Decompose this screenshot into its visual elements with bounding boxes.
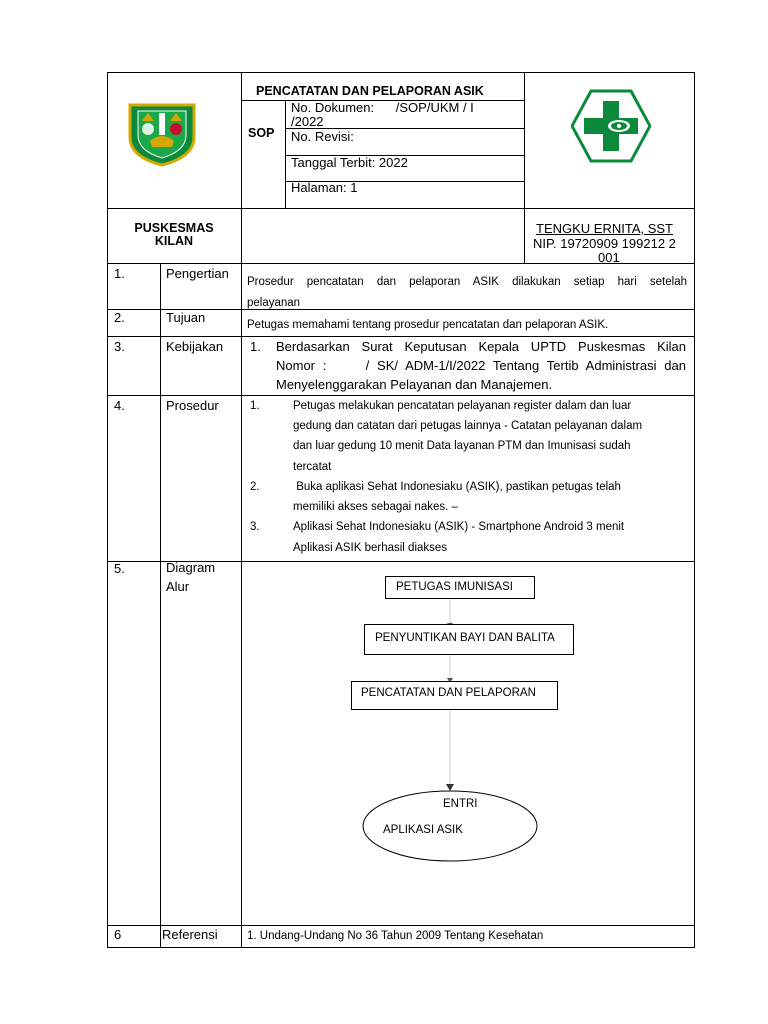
row-label-tujuan: Tujuan	[166, 310, 206, 325]
prosedur-step-line: gedung dan catatan dari petugas lainnya - Catatan pelayanan dalam	[293, 420, 643, 432]
pengertian-text-line1: Prosedur pencatatan dan pelaporan ASIK dilakukan setiap hari setelah	[247, 276, 687, 288]
prosedur-step-line: dan luar gedung 10 menit Data layanan PTM dan Imunisasi sudah	[293, 440, 631, 452]
flowchart-connectors	[241, 561, 694, 925]
prosedur-step-line: Buka aplikasi Sehat Indonesiaku (ASIK), pastikan petugas telah	[293, 481, 621, 493]
halaman: Halaman: 1	[291, 180, 358, 195]
row-number: 6	[114, 927, 122, 942]
flow-box-label: PENCATATAN DAN PELAPORAN	[361, 687, 536, 699]
row-number: 5.	[114, 561, 125, 576]
signer-nip-line1: NIP. 19720909 199212 2	[533, 236, 676, 251]
flow-box-label: PETUGAS IMUNISASI	[396, 581, 513, 593]
kebijakan-item-number: 1.	[250, 339, 261, 354]
tujuan-text: Petugas memahami tentang prosedur pencatatan dan pelaporan ASIK.	[247, 319, 609, 331]
row-number: 2.	[114, 310, 125, 325]
kebijakan-text-line1: Berdasarkan Surat Keputusan Kepala UPTD Puskesmas Kilan	[276, 339, 686, 354]
ellipse-label-aplikasi: APLIKASI ASIK	[383, 824, 463, 836]
prosedur-step-line: Aplikasi Sehat Indonesiaku (ASIK) - Smartphone Android 3 menit	[293, 521, 625, 533]
prosedur-step-number: 2.	[250, 481, 260, 493]
no-revisi: No. Revisi:	[291, 129, 354, 144]
row-label-diagram: Diagram	[166, 560, 216, 575]
kebijakan-text-line2: Nomor : / SK/ ADM-1/I/2022 Tentang Tertib Administrasi dan	[276, 358, 686, 373]
referensi-text: 1. Undang-Undang No 36 Tahun 2009 Tentang Kesehatan	[247, 930, 544, 942]
arrow-head	[446, 784, 454, 791]
flow-box-pencatatan	[351, 681, 558, 710]
prosedur-step-line: tercatat	[293, 461, 332, 473]
row-number: 3.	[114, 339, 125, 354]
no-dokumen-cont: /2022	[291, 114, 324, 129]
row-number: 1.	[114, 266, 125, 281]
sop-label: SOP	[248, 126, 275, 140]
prosedur-step-line: Petugas melakukan pencatatan pelayanan register dalam dan luar	[293, 400, 632, 412]
kebijakan-text-line3: Menyelenggarakan Pelayanan dan Manajemen.	[276, 377, 553, 392]
puskesmas-name-line2: KILAN	[154, 234, 194, 248]
row-label-alur: Alur	[166, 579, 190, 594]
prosedur-step-line: Aplikasi ASIK berhasil diakses	[293, 542, 448, 554]
riau-province-emblem	[126, 101, 198, 167]
puskesmas-logo-icon	[571, 89, 651, 163]
prosedur-step-line: memiliki akses sebagai nakes. –	[293, 501, 458, 513]
flow-box-label: PENYUNTIKAN BAYI DAN BALITA	[375, 632, 555, 644]
prosedur-step-number: 3.	[250, 521, 260, 533]
row-label-kebijakan: Kebijakan	[166, 339, 224, 354]
emblem-icon	[126, 101, 198, 167]
puskesmas-logo	[571, 89, 651, 163]
signer-nip-line2: 001	[598, 250, 620, 265]
no-dokumen: No. Dokumen: /SOP/UKM / I	[291, 100, 474, 115]
prosedur-step-number: 1.	[250, 400, 260, 412]
puskesmas-name-line1: PUSKESMAS	[134, 221, 214, 235]
flow-box-petugas-imunisasi	[385, 576, 535, 599]
signer-name: TENGKU ERNITA, SST	[536, 221, 673, 236]
document-title: PENCATATAN DAN PELAPORAN ASIK	[256, 84, 484, 98]
pengertian-text-line2: pelayanan	[247, 297, 301, 309]
row-label-referensi: Referensi	[162, 927, 218, 942]
row-number: 4.	[114, 398, 125, 413]
row-label-pengertian: Pengertian	[166, 266, 229, 281]
flow-box-penyuntikan	[364, 624, 574, 655]
tanggal-terbit: Tanggal Terbit: 2022	[291, 155, 408, 170]
ellipse-label-entri: ENTRI	[443, 798, 478, 810]
row-label-prosedur: Prosedur	[166, 398, 219, 413]
